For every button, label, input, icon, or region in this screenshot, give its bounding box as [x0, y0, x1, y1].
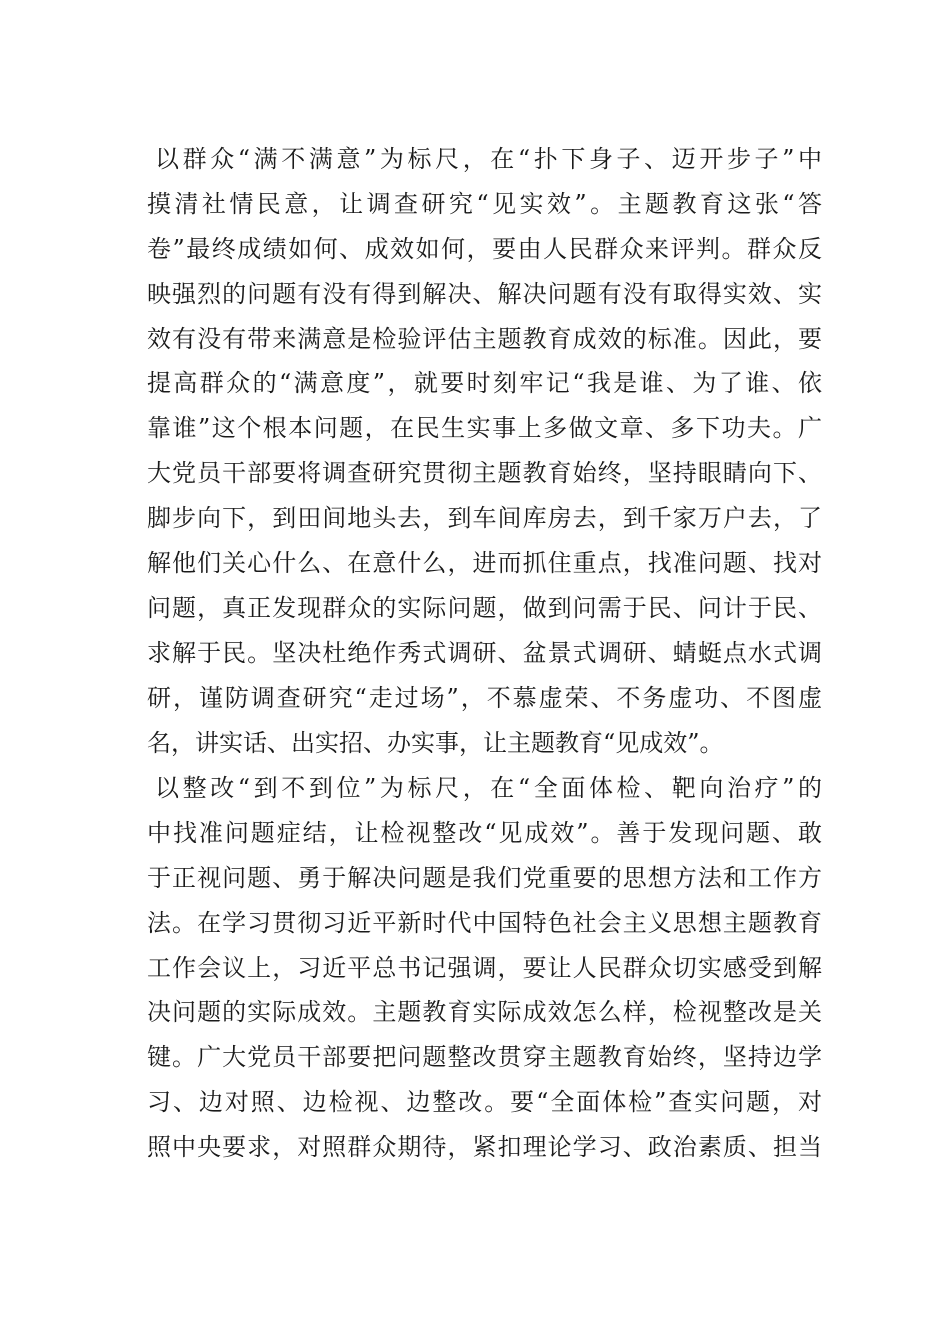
paragraph-line: 名，讲实话、出实招、办实事，让主题教育“见成效”。 [147, 728, 724, 757]
paragraph-line: 大党员干部要将调查研究贯彻主题教育始终，坚持眼睛向下、 [147, 459, 822, 488]
paragraph-line: 问题，真正发现群众的实际问题，做到问需于民、问计于民、 [147, 593, 822, 622]
paragraph-line: 照中央要求，对照群众期待，紧扣理论学习、政治素质、担当 [147, 1133, 822, 1162]
paragraph-line: 映强烈的问题有没有得到解决、解决问题有没有取得实效、实 [147, 279, 822, 308]
paragraph-line: 求解于民。坚决杜绝作秀式调研、盆景式调研、蜻蜓点水式调 [147, 638, 822, 667]
paragraph-line: 工作会议上，习近平总书记强调，要让人民群众切实感受到解 [147, 953, 822, 982]
paragraph-line: 于正视问题、勇于解决问题是我们党重要的思想方法和工作方 [147, 863, 822, 892]
paragraph-line: 靠谁”这个根本问题，在民生实事上多做文章、多下功夫。广 [147, 414, 822, 443]
paragraph-line: 法。在学习贯彻习近平新时代中国特色社会主义思想主题教育 [147, 908, 822, 937]
paragraph-line: 效有没有带来满意是检验评估主题教育成效的标准。因此，要 [147, 324, 822, 353]
paragraph-line: 提高群众的“满意度”，就要时刻牢记“我是谁、为了谁、依 [147, 369, 822, 398]
paragraph-2 [147, 766, 822, 1170]
paragraph-line: 以整改“到不到位”为标尺，在“全面体检、靶向治疗”的 [155, 774, 822, 802]
paragraph-line: 决问题的实际成效。主题教育实际成效怎么样，检视整改是关 [147, 998, 822, 1027]
paragraph-line: 摸清社情民意，让调查研究“见实效”。主题教育这张“答 [147, 189, 822, 218]
paragraph-line: 以群众“满不满意”为标尺，在“扑下身子、迈开步子”中 [155, 145, 822, 173]
paragraph-line: 脚步向下，到田间地头去，到车间库房去，到千家万户去，了 [147, 504, 822, 533]
paragraph-line: 中找准问题症结，让检视整改“见成效”。善于发现问题、敢 [147, 818, 822, 847]
paragraph-line: 解他们关心什么、在意什么，进而抓住重点，找准问题、找对 [147, 549, 822, 578]
paragraph-line: 卷”最终成绩如何、成效如何，要由人民群众来评判。群众反 [147, 234, 822, 263]
paragraph-line: 键。广大党员干部要把问题整改贯穿主题教育始终，坚持边学 [147, 1043, 822, 1072]
paragraph-1 [147, 137, 822, 765]
paragraph-line: 习、边对照、边检视、边整改。要“全面体检”查实问题，对 [147, 1088, 822, 1117]
paragraph-line: 研，谨防调查研究“走过场”，不慕虚荣、不务虚功、不图虚 [147, 683, 822, 712]
